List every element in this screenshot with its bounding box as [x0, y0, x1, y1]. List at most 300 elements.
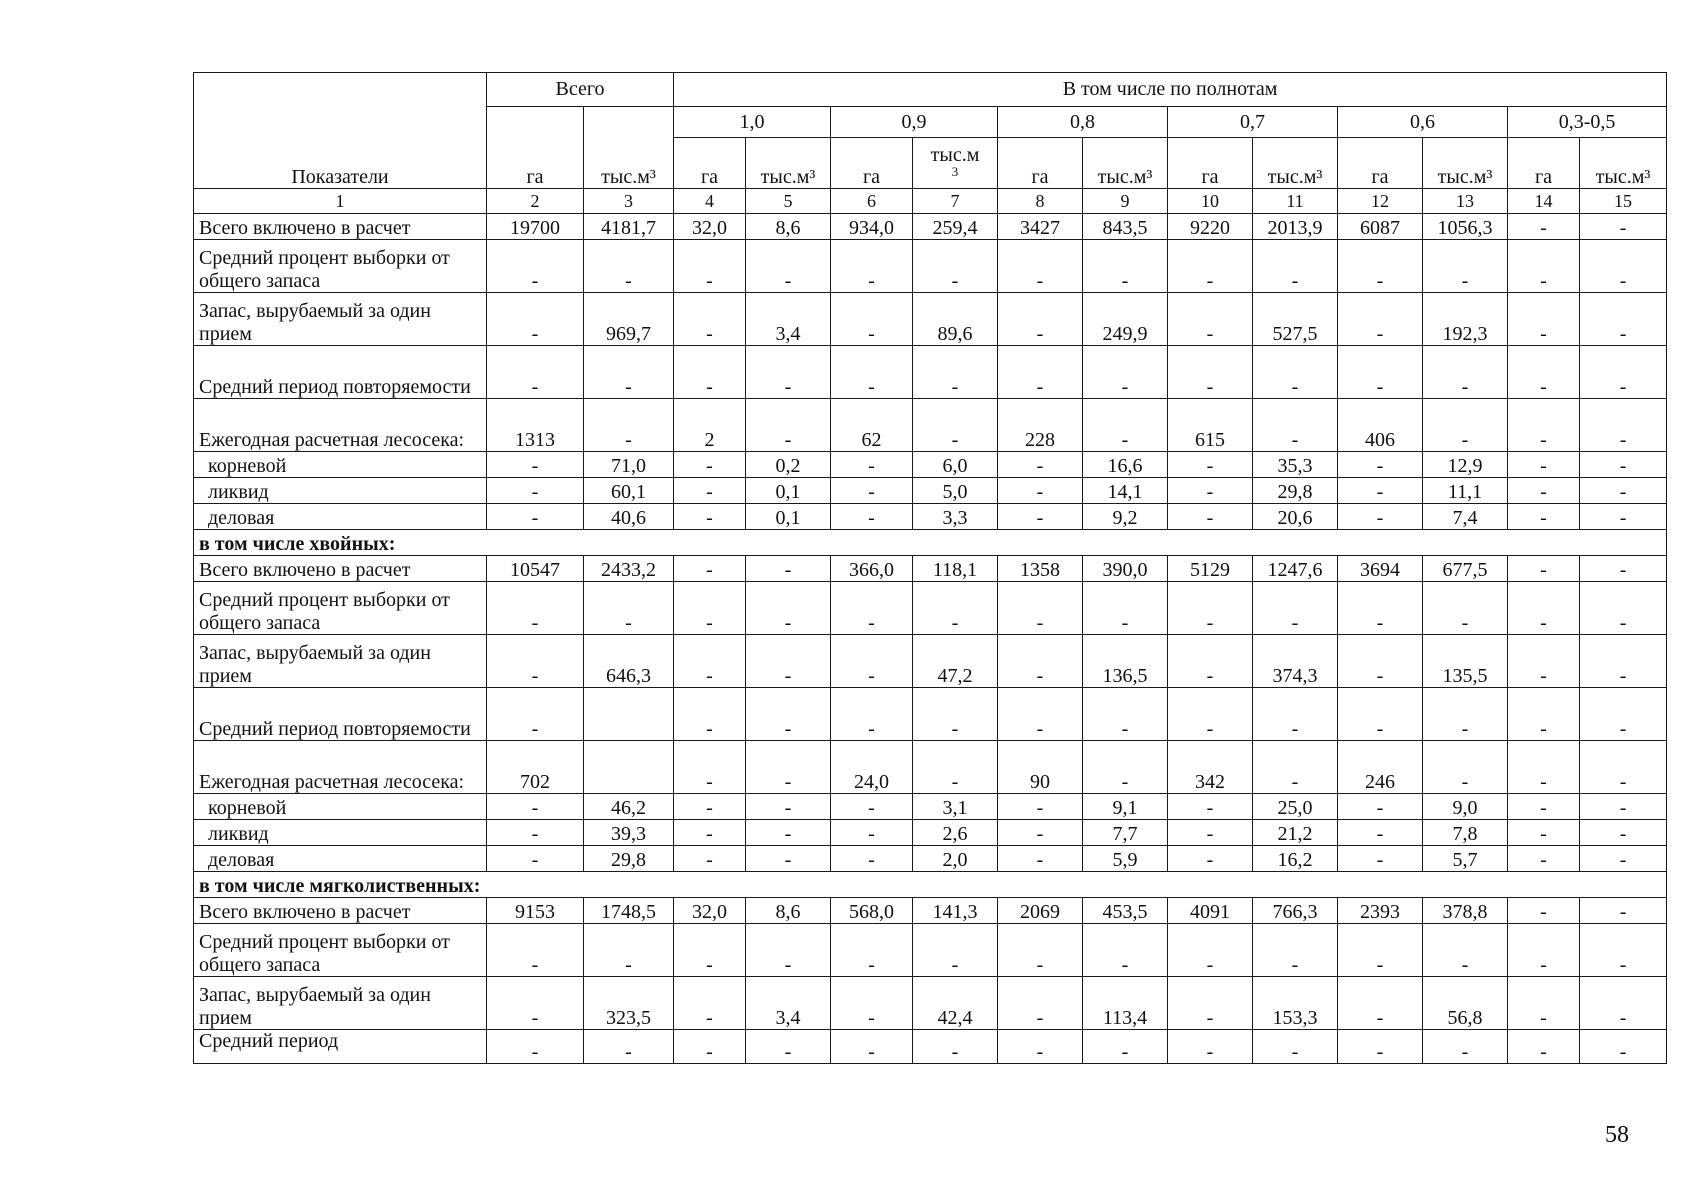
table-cell: -: [1338, 846, 1423, 872]
table-cell: 7,7: [1083, 820, 1168, 846]
table-row: [194, 794, 1667, 820]
table-cell: -: [1580, 898, 1667, 924]
table-row: [194, 452, 1667, 478]
table-cell: -: [746, 240, 831, 293]
table-cell: -: [1423, 688, 1508, 741]
table-cell: -: [487, 240, 584, 293]
table-cell: -: [1168, 346, 1253, 399]
table-cell: 42,4: [913, 977, 998, 1030]
row-label: Всего включено в расчет: [194, 214, 487, 240]
table-cell: 3,4: [746, 293, 831, 346]
table-cell: -: [913, 924, 998, 977]
table-cell: -: [1168, 504, 1253, 530]
table-cell: 40,6: [584, 504, 674, 530]
table-cell: 7,4: [1423, 504, 1508, 530]
table-row: [194, 240, 1667, 293]
row-label: Средний период повторяемости: [194, 688, 487, 741]
table-cell: -: [1338, 977, 1423, 1030]
table-cell: -: [913, 399, 998, 452]
table-cell: 136,5: [1083, 635, 1168, 688]
table-cell: -: [584, 240, 674, 293]
table-cell: 5,0: [913, 478, 998, 504]
table-cell: -: [1338, 635, 1423, 688]
column-number: 4: [674, 189, 746, 214]
table-cell: -: [1253, 1030, 1338, 1064]
table-cell: 527,5: [1253, 293, 1338, 346]
table-cell: -: [998, 504, 1083, 530]
table-cell: -: [1168, 452, 1253, 478]
table-cell: -: [831, 794, 913, 820]
table-row: [194, 820, 1667, 846]
table-cell: -: [1580, 293, 1667, 346]
table-row: [194, 635, 1667, 688]
table-cell: 12,9: [1423, 452, 1508, 478]
table-cell: -: [998, 977, 1083, 1030]
table-cell: -: [584, 346, 674, 399]
table-cell: 9153: [487, 898, 584, 924]
table-cell: 323,5: [584, 977, 674, 1030]
table-cell: 14,1: [1083, 478, 1168, 504]
table-cell: -: [584, 1030, 674, 1064]
table-cell: -: [1253, 399, 1338, 452]
table-cell: 378,8: [1423, 898, 1508, 924]
table-cell: -: [1168, 846, 1253, 872]
table-row: [194, 977, 1667, 1030]
table-cell: -: [1338, 504, 1423, 530]
table-cell: 374,3: [1253, 635, 1338, 688]
row-label: Средний процент выборки от общего запаса: [194, 582, 487, 635]
table-cell: -: [674, 794, 746, 820]
table-cell: -: [831, 478, 913, 504]
header-unit-vol: тыс.м³: [1253, 138, 1338, 189]
table-cell: -: [1083, 399, 1168, 452]
table-cell: -: [1168, 240, 1253, 293]
column-number: 7: [913, 189, 998, 214]
table-cell: -: [487, 924, 584, 977]
table-cell: -: [1083, 924, 1168, 977]
table-cell: -: [487, 846, 584, 872]
row-label: Запас, вырубаемый за один прием: [194, 293, 487, 346]
table-cell: -: [1338, 452, 1423, 478]
section-header-row: [194, 530, 1667, 556]
table-cell: 934,0: [831, 214, 913, 240]
row-label: Средний период: [194, 1030, 487, 1064]
table-cell: -: [1508, 293, 1580, 346]
table-cell: 9,0: [1423, 794, 1508, 820]
table-cell: [584, 688, 674, 741]
row-label: ликвид: [194, 820, 487, 846]
table-cell: -: [1253, 346, 1338, 399]
table-row: [194, 214, 1667, 240]
column-number: 13: [1423, 189, 1508, 214]
table-cell: -: [1580, 214, 1667, 240]
table-row: [194, 846, 1667, 872]
table-cell: -: [487, 635, 584, 688]
table-cell: -: [487, 977, 584, 1030]
table-cell: -: [1508, 504, 1580, 530]
table-cell: -: [487, 504, 584, 530]
column-number: 8: [998, 189, 1083, 214]
table-cell: 615: [1168, 399, 1253, 452]
table-cell: -: [913, 688, 998, 741]
table-cell: -: [998, 635, 1083, 688]
table-cell: 21,2: [1253, 820, 1338, 846]
table-cell: -: [1253, 582, 1338, 635]
table-cell: -: [1338, 794, 1423, 820]
row-label: Средний процент выборки от общего запаса: [194, 924, 487, 977]
header-density-5: 0,6: [1338, 107, 1508, 138]
table-cell: -: [1580, 794, 1667, 820]
table-cell: -: [1338, 346, 1423, 399]
table-cell: -: [1580, 452, 1667, 478]
header-unit-vol: тыс.м³: [746, 138, 831, 189]
table-cell: -: [674, 478, 746, 504]
table-cell: -: [674, 635, 746, 688]
table-cell: 20,6: [1253, 504, 1338, 530]
table-cell: -: [746, 794, 831, 820]
table-cell: 113,4: [1083, 977, 1168, 1030]
table-row: [194, 399, 1667, 452]
table-cell: -: [746, 399, 831, 452]
table-cell: 9,1: [1083, 794, 1168, 820]
table-cell: -: [1168, 924, 1253, 977]
table-cell: 35,3: [1253, 452, 1338, 478]
table-cell: -: [998, 346, 1083, 399]
table-cell: -: [1508, 741, 1580, 794]
table-cell: -: [998, 1030, 1083, 1064]
table-cell: 1313: [487, 399, 584, 452]
table-cell: 7,8: [1423, 820, 1508, 846]
header-unit-ha: га: [1508, 138, 1580, 189]
forest-stock-table: [193, 72, 1667, 1064]
table-cell: -: [584, 399, 674, 452]
column-number: 6: [831, 189, 913, 214]
table-cell: -: [1508, 977, 1580, 1030]
table-cell: -: [998, 452, 1083, 478]
table-cell: -: [1338, 582, 1423, 635]
table-cell: -: [674, 240, 746, 293]
table-cell: 29,8: [584, 846, 674, 872]
table-cell: 568,0: [831, 898, 913, 924]
table-cell: -: [746, 741, 831, 794]
column-number: 14: [1508, 189, 1580, 214]
table-cell: 25,0: [1253, 794, 1338, 820]
table-cell: -: [1508, 820, 1580, 846]
row-label: Всего включено в расчет: [194, 556, 487, 582]
table-cell: -: [998, 293, 1083, 346]
table-cell: 0,1: [746, 478, 831, 504]
row-label: деловая: [194, 504, 487, 530]
table-row: [194, 478, 1667, 504]
table-cell: 2,6: [913, 820, 998, 846]
table-cell: -: [674, 582, 746, 635]
table-cell: 11,1: [1423, 478, 1508, 504]
table-cell: -: [1580, 399, 1667, 452]
table-cell: -: [998, 820, 1083, 846]
table-cell: -: [674, 741, 746, 794]
table-cell: -: [674, 1030, 746, 1064]
table-cell: -: [1083, 582, 1168, 635]
table-cell: 39,3: [584, 820, 674, 846]
header-unit-ha: га: [1338, 138, 1423, 189]
table-cell: -: [998, 240, 1083, 293]
table-cell: -: [1580, 1030, 1667, 1064]
column-number: 11: [1253, 189, 1338, 214]
table-cell: -: [831, 452, 913, 478]
table-cell: -: [1338, 820, 1423, 846]
row-label: Средний процент выборки от общего запаса: [194, 240, 487, 293]
column-number: 9: [1083, 189, 1168, 214]
table-cell: -: [487, 1030, 584, 1064]
table-cell: -: [746, 582, 831, 635]
table-cell: -: [1423, 240, 1508, 293]
table-cell: 24,0: [831, 741, 913, 794]
table-cell: -: [998, 478, 1083, 504]
table-cell: -: [487, 582, 584, 635]
table-cell: -: [1508, 399, 1580, 452]
table-cell: -: [831, 1030, 913, 1064]
table-cell: -: [1168, 582, 1253, 635]
table-cell: -: [1253, 924, 1338, 977]
table-cell: 366,0: [831, 556, 913, 582]
table-cell: 3427: [998, 214, 1083, 240]
header-unit-ha: га: [831, 138, 913, 189]
table-cell: -: [1508, 635, 1580, 688]
table-cell: -: [487, 293, 584, 346]
table-cell: 56,8: [1423, 977, 1508, 1030]
table-cell: -: [1580, 240, 1667, 293]
table-cell: -: [1508, 898, 1580, 924]
table-cell: -: [1508, 582, 1580, 635]
table-cell: 2013,9: [1253, 214, 1338, 240]
table-cell: 390,0: [1083, 556, 1168, 582]
table-cell: 249,9: [1083, 293, 1168, 346]
table-cell: 766,3: [1253, 898, 1338, 924]
table-cell: -: [674, 293, 746, 346]
table-cell: 1247,6: [1253, 556, 1338, 582]
table-cell: -: [1508, 1030, 1580, 1064]
header-total-ha: га: [487, 107, 584, 189]
table-cell: 3,3: [913, 504, 998, 530]
table-cell: -: [1580, 346, 1667, 399]
table-cell: -: [831, 977, 913, 1030]
row-label: ликвид: [194, 478, 487, 504]
table-cell: -: [1083, 688, 1168, 741]
table-cell: 5,9: [1083, 846, 1168, 872]
section-title: в том числе хвойных:: [194, 530, 1667, 556]
table-row: [194, 504, 1667, 530]
table-cell: -: [998, 582, 1083, 635]
table-cell: -: [1580, 582, 1667, 635]
column-number: 1: [194, 189, 487, 214]
row-label: Всего включено в расчет: [194, 898, 487, 924]
table-cell: -: [831, 504, 913, 530]
table-cell: 71,0: [584, 452, 674, 478]
table-cell: 5129: [1168, 556, 1253, 582]
table-cell: 46,2: [584, 794, 674, 820]
table-cell: -: [1580, 924, 1667, 977]
table-cell: -: [913, 582, 998, 635]
table-cell: -: [1580, 688, 1667, 741]
table-cell: -: [1253, 741, 1338, 794]
table-cell: -: [913, 741, 998, 794]
table-cell: -: [1168, 635, 1253, 688]
table-cell: 702: [487, 741, 584, 794]
header-density-6: 0,3-0,5: [1508, 107, 1667, 138]
table-cell: 118,1: [913, 556, 998, 582]
table-cell: -: [1423, 582, 1508, 635]
table-cell: -: [1423, 1030, 1508, 1064]
table-cell: -: [1168, 688, 1253, 741]
table-cell: 2433,2: [584, 556, 674, 582]
table-cell: -: [674, 346, 746, 399]
table-row: [194, 582, 1667, 635]
header-density-group: В том числе по полнотам: [674, 73, 1667, 107]
table-cell: 29,8: [1253, 478, 1338, 504]
header-unit-ha: га: [998, 138, 1083, 189]
header-unit-ha: га: [1168, 138, 1253, 189]
header-density-1: 1,0: [674, 107, 831, 138]
table-cell: 406: [1338, 399, 1423, 452]
table-cell: -: [1338, 688, 1423, 741]
table-row: [194, 688, 1667, 741]
table-cell: 135,5: [1423, 635, 1508, 688]
table-cell: 6087: [1338, 214, 1423, 240]
table-cell: -: [674, 452, 746, 478]
table-cell: -: [487, 794, 584, 820]
table-cell: 62: [831, 399, 913, 452]
table-cell: -: [746, 688, 831, 741]
table-cell: -: [674, 504, 746, 530]
table-cell: -: [1508, 214, 1580, 240]
table-cell: -: [831, 924, 913, 977]
section-header-row: [194, 872, 1667, 898]
table-cell: -: [1168, 820, 1253, 846]
table-cell: -: [1580, 478, 1667, 504]
table-cell: 969,7: [584, 293, 674, 346]
table-cell: -: [1168, 478, 1253, 504]
table-cell: -: [913, 346, 998, 399]
table-cell: -: [1168, 794, 1253, 820]
table-cell: 3,4: [746, 977, 831, 1030]
table-cell: 246: [1338, 741, 1423, 794]
table-cell: -: [1508, 346, 1580, 399]
row-label: Ежегодная расчетная лесосека:: [194, 741, 487, 794]
table-cell: -: [831, 688, 913, 741]
row-label: корневой: [194, 794, 487, 820]
table-cell: -: [674, 688, 746, 741]
table-cell: 32,0: [674, 214, 746, 240]
table-cell: 677,5: [1423, 556, 1508, 582]
table-cell: 0,1: [746, 504, 831, 530]
page-number: 58: [1605, 1122, 1629, 1148]
table-row: [194, 293, 1667, 346]
column-number: 15: [1580, 189, 1667, 214]
table-cell: 453,5: [1083, 898, 1168, 924]
table-cell: -: [1253, 240, 1338, 293]
header-indicators: Показатели: [194, 73, 487, 189]
table-cell: 0,2: [746, 452, 831, 478]
table-cell: -: [746, 820, 831, 846]
column-number: 12: [1338, 189, 1423, 214]
table-cell: 4181,7: [584, 214, 674, 240]
table-cell: 19700: [487, 214, 584, 240]
section-title: в том числе мягколиственных:: [194, 872, 1667, 898]
table-cell: 2: [674, 399, 746, 452]
table-cell: -: [1580, 635, 1667, 688]
table-cell: 153,3: [1253, 977, 1338, 1030]
table-cell: -: [1508, 846, 1580, 872]
table-cell: -: [746, 1030, 831, 1064]
header-density-2: 0,9: [831, 107, 998, 138]
table-cell: 6,0: [913, 452, 998, 478]
table-cell: -: [998, 794, 1083, 820]
table-cell: -: [1338, 478, 1423, 504]
table-cell: 47,2: [913, 635, 998, 688]
table-cell: -: [746, 556, 831, 582]
table-cell: 3,1: [913, 794, 998, 820]
table-cell: -: [1083, 741, 1168, 794]
table-cell: 843,5: [1083, 214, 1168, 240]
table-cell: -: [913, 240, 998, 293]
table-cell: -: [1338, 293, 1423, 346]
table-cell: 141,3: [913, 898, 998, 924]
table-cell: -: [831, 820, 913, 846]
column-number-row: [194, 189, 1667, 214]
table-cell: -: [831, 635, 913, 688]
table-cell: -: [674, 924, 746, 977]
table-cell: 8,6: [746, 898, 831, 924]
table-cell: -: [1508, 924, 1580, 977]
table-cell: -: [487, 346, 584, 399]
table-cell: -: [746, 924, 831, 977]
row-label: деловая: [194, 846, 487, 872]
table-cell: 16,2: [1253, 846, 1338, 872]
table-row: [194, 898, 1667, 924]
table-cell: -: [1083, 1030, 1168, 1064]
table-row: [194, 741, 1667, 794]
table-cell: 192,3: [1423, 293, 1508, 346]
table-cell: -: [998, 688, 1083, 741]
table-cell: 16,6: [1083, 452, 1168, 478]
table-row: [194, 1030, 1667, 1064]
table-cell: -: [1508, 240, 1580, 293]
table-cell: [584, 741, 674, 794]
table-cell: -: [1338, 240, 1423, 293]
table-cell: -: [1338, 1030, 1423, 1064]
row-label: Запас, вырубаемый за один прием: [194, 635, 487, 688]
table-cell: -: [1508, 478, 1580, 504]
table-cell: -: [831, 582, 913, 635]
table-cell: -: [1083, 346, 1168, 399]
header-total-vol: тыс.м³: [584, 107, 674, 189]
header-unit-vol: тыс.м³: [1083, 138, 1168, 189]
header-unit-vol: тыс.м³: [1580, 138, 1667, 189]
column-number: 5: [746, 189, 831, 214]
column-number: 3: [584, 189, 674, 214]
table-cell: -: [487, 452, 584, 478]
table-cell: 5,7: [1423, 846, 1508, 872]
table-cell: 8,6: [746, 214, 831, 240]
header-total: Всего: [487, 73, 674, 107]
table-cell: 60,1: [584, 478, 674, 504]
table-cell: 10547: [487, 556, 584, 582]
table-row: [194, 346, 1667, 399]
header-density-4: 0,7: [1168, 107, 1338, 138]
table-cell: 2069: [998, 898, 1083, 924]
table-cell: -: [831, 846, 913, 872]
header-unit-ha: га: [674, 138, 746, 189]
